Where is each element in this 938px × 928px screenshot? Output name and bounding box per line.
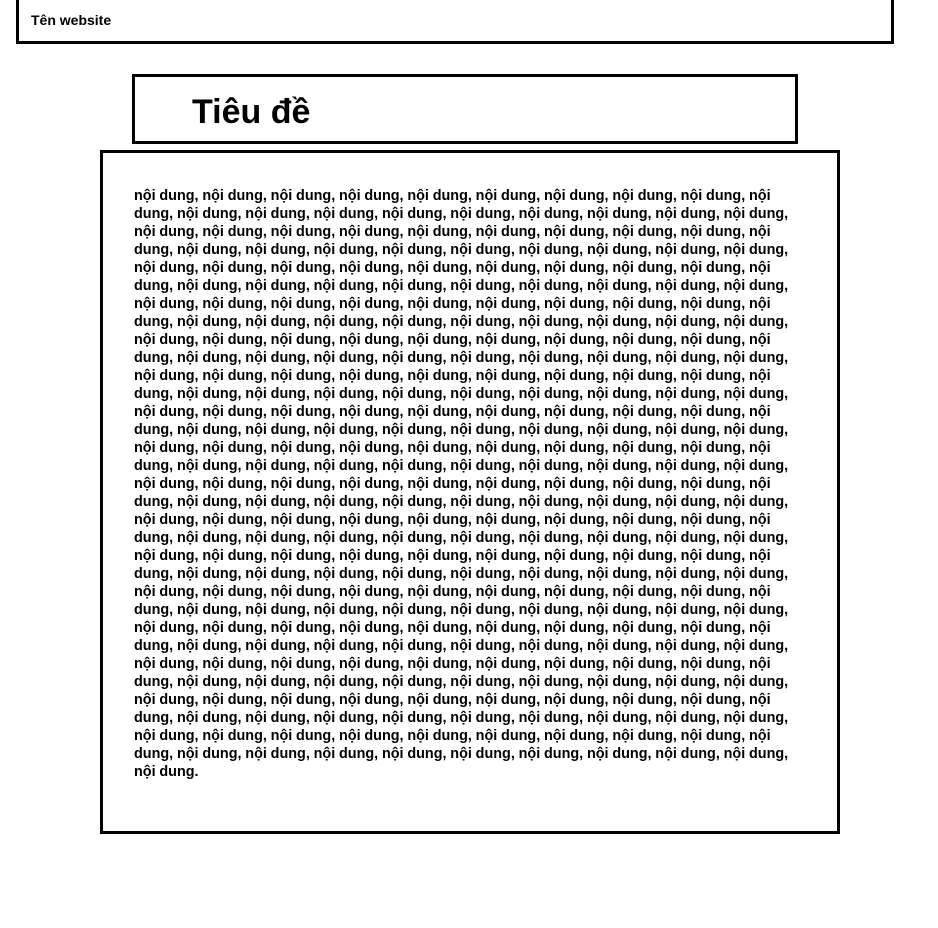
title-box bbox=[132, 74, 798, 144]
site-header bbox=[16, 0, 894, 44]
site-name[interactable]: Tên website bbox=[31, 12, 112, 28]
content-box bbox=[100, 150, 840, 834]
content-text: nội dung, nội dung, nội dung, nội dung, nội dung, nội dung, nội dung, nội dung, nội dung, nội dung, nội dung, nội dung, nội dung, nội dung, nội dung, nội dung, nội dung, nội dung, nội dung, nội dung, nội dung, nội dung, nội dung, nội dung, nội dung, nội dung, nội dung, nội dung, nội dung, nội dung, nội dung, nội dung, nội dung, nội dung, nội dung, nội dung, nội dung, nội dung, nội dung, nội dung, nội dung, nội dung, nội dung, nội dung, nội dung, nội dung, nội dung, nội dung, nội dung, nội dung, nội dung, nội dung, nội dung, nội dung, nội dung, nội dung, nội dung, nội dung, nội dung, nội dung, nội dung, nội dung, nội dung, nội dung, nội dung, nội dung, nội dung, nội dung, nội dung, nội dung, nội dung, nội dung, nội dung, nội dung, nội dung, nội dung, nội dung, nội dung, nội dung, nội dung, nội dung, nội dung, nội dung, nội dung, nội dung, nội dung, nội dung, nội dung, nội dung, nội dung, nội dung, nội dung, nội dung, nội dung, nội dung, nội dung, nội dung, nội dung, nội dung, nội dung, nội dung, nội dung, nội dung, nội dung, nội dung, nội dung, nội dung, nội dung, nội dung, nội dung, nội dung, nội dung, nội dung, nội dung, nội dung, nội dung, nội dung, nội dung, nội dung, nội dung, nội dung, nội dung, nội dung, nội dung, nội dung, nội dung, nội dung, nội dung, nội dung, nội dung, nội dung, nội dung, nội dung, nội dung, nội dung, nội dung, nội dung, nội dung, nội dung, nội dung, nội dung, nội dung, nội dung, nội dung, nội dung, nội dung, nội dung, nội dung, nội dung, nội dung, nội dung, nội dung, nội dung, nội dung, nội dung, nội dung, nội dung, nội dung, nội dung, nội dung, nội dung, nội dung, nội dung, nội dung, nội dung, nội dung, nội dung, nội dung, nội dung, nội dung, nội dung, nội dung, nội dung, nội dung, nội dung, nội dung, nội dung, nội dung, nội dung, nội dung, nội dung, nội dung, nội dung, nội dung, nội dung, nội dung, nội dung, nội dung, nội dung, nội dung, nội dung, nội dung, nội dung, nội dung, nội dung, nội dung, nội dung, nội dung, nội dung, nội dung, nội dung, nội dung, nội dung, nội dung, nội dung, nội dung, nội dung, nội dung, nội dung, nội dung, nội dung, nội dung, nội dung, nội dung, nội dung, nội dung, nội dung, nội dung, nội dung, nội dung, nội dung, nội dung, nội dung, nội dung, nội dung, nội dung, nội dung, nội dung, nội dung, nội dung, nội dung, nội dung, nội dung, nội dung, nội dung, nội dung, nội dung, nội dung, nội dung, nội dung, nội dung, nội dung, nội dung, nội dung, nội dung, nội dung, nội dung, nội dung, nội dung, nội dung, nội dung, nội dung, nội dung, nội dung, nội dung, nội dung, nội dung, nội dung, nội dung, nội dung, nội dung, nội dung, nội dung, nội dung, nội dung, nội dung, nội dung, nội dung, nội dung, nội dung, nội dung, nội dung, nội dung, nội dung, nội dung, nội dung, nội dung, nội dung, nội dung, nội dung, nội dung, nội dung, nội dung, nội dung, nội dung, nội dung, nội dung, nội dung, nội dung, nội dung, nội dung, nội dung, nội dung, nội dung, nội dung, nội dung, nội dung, nội dung, nội dung, nội dung, nội dung, nội dung, nội dung, nội dung, nội dung. bbox=[134, 188, 789, 780]
page-title: Tiêu đề bbox=[192, 93, 311, 131]
